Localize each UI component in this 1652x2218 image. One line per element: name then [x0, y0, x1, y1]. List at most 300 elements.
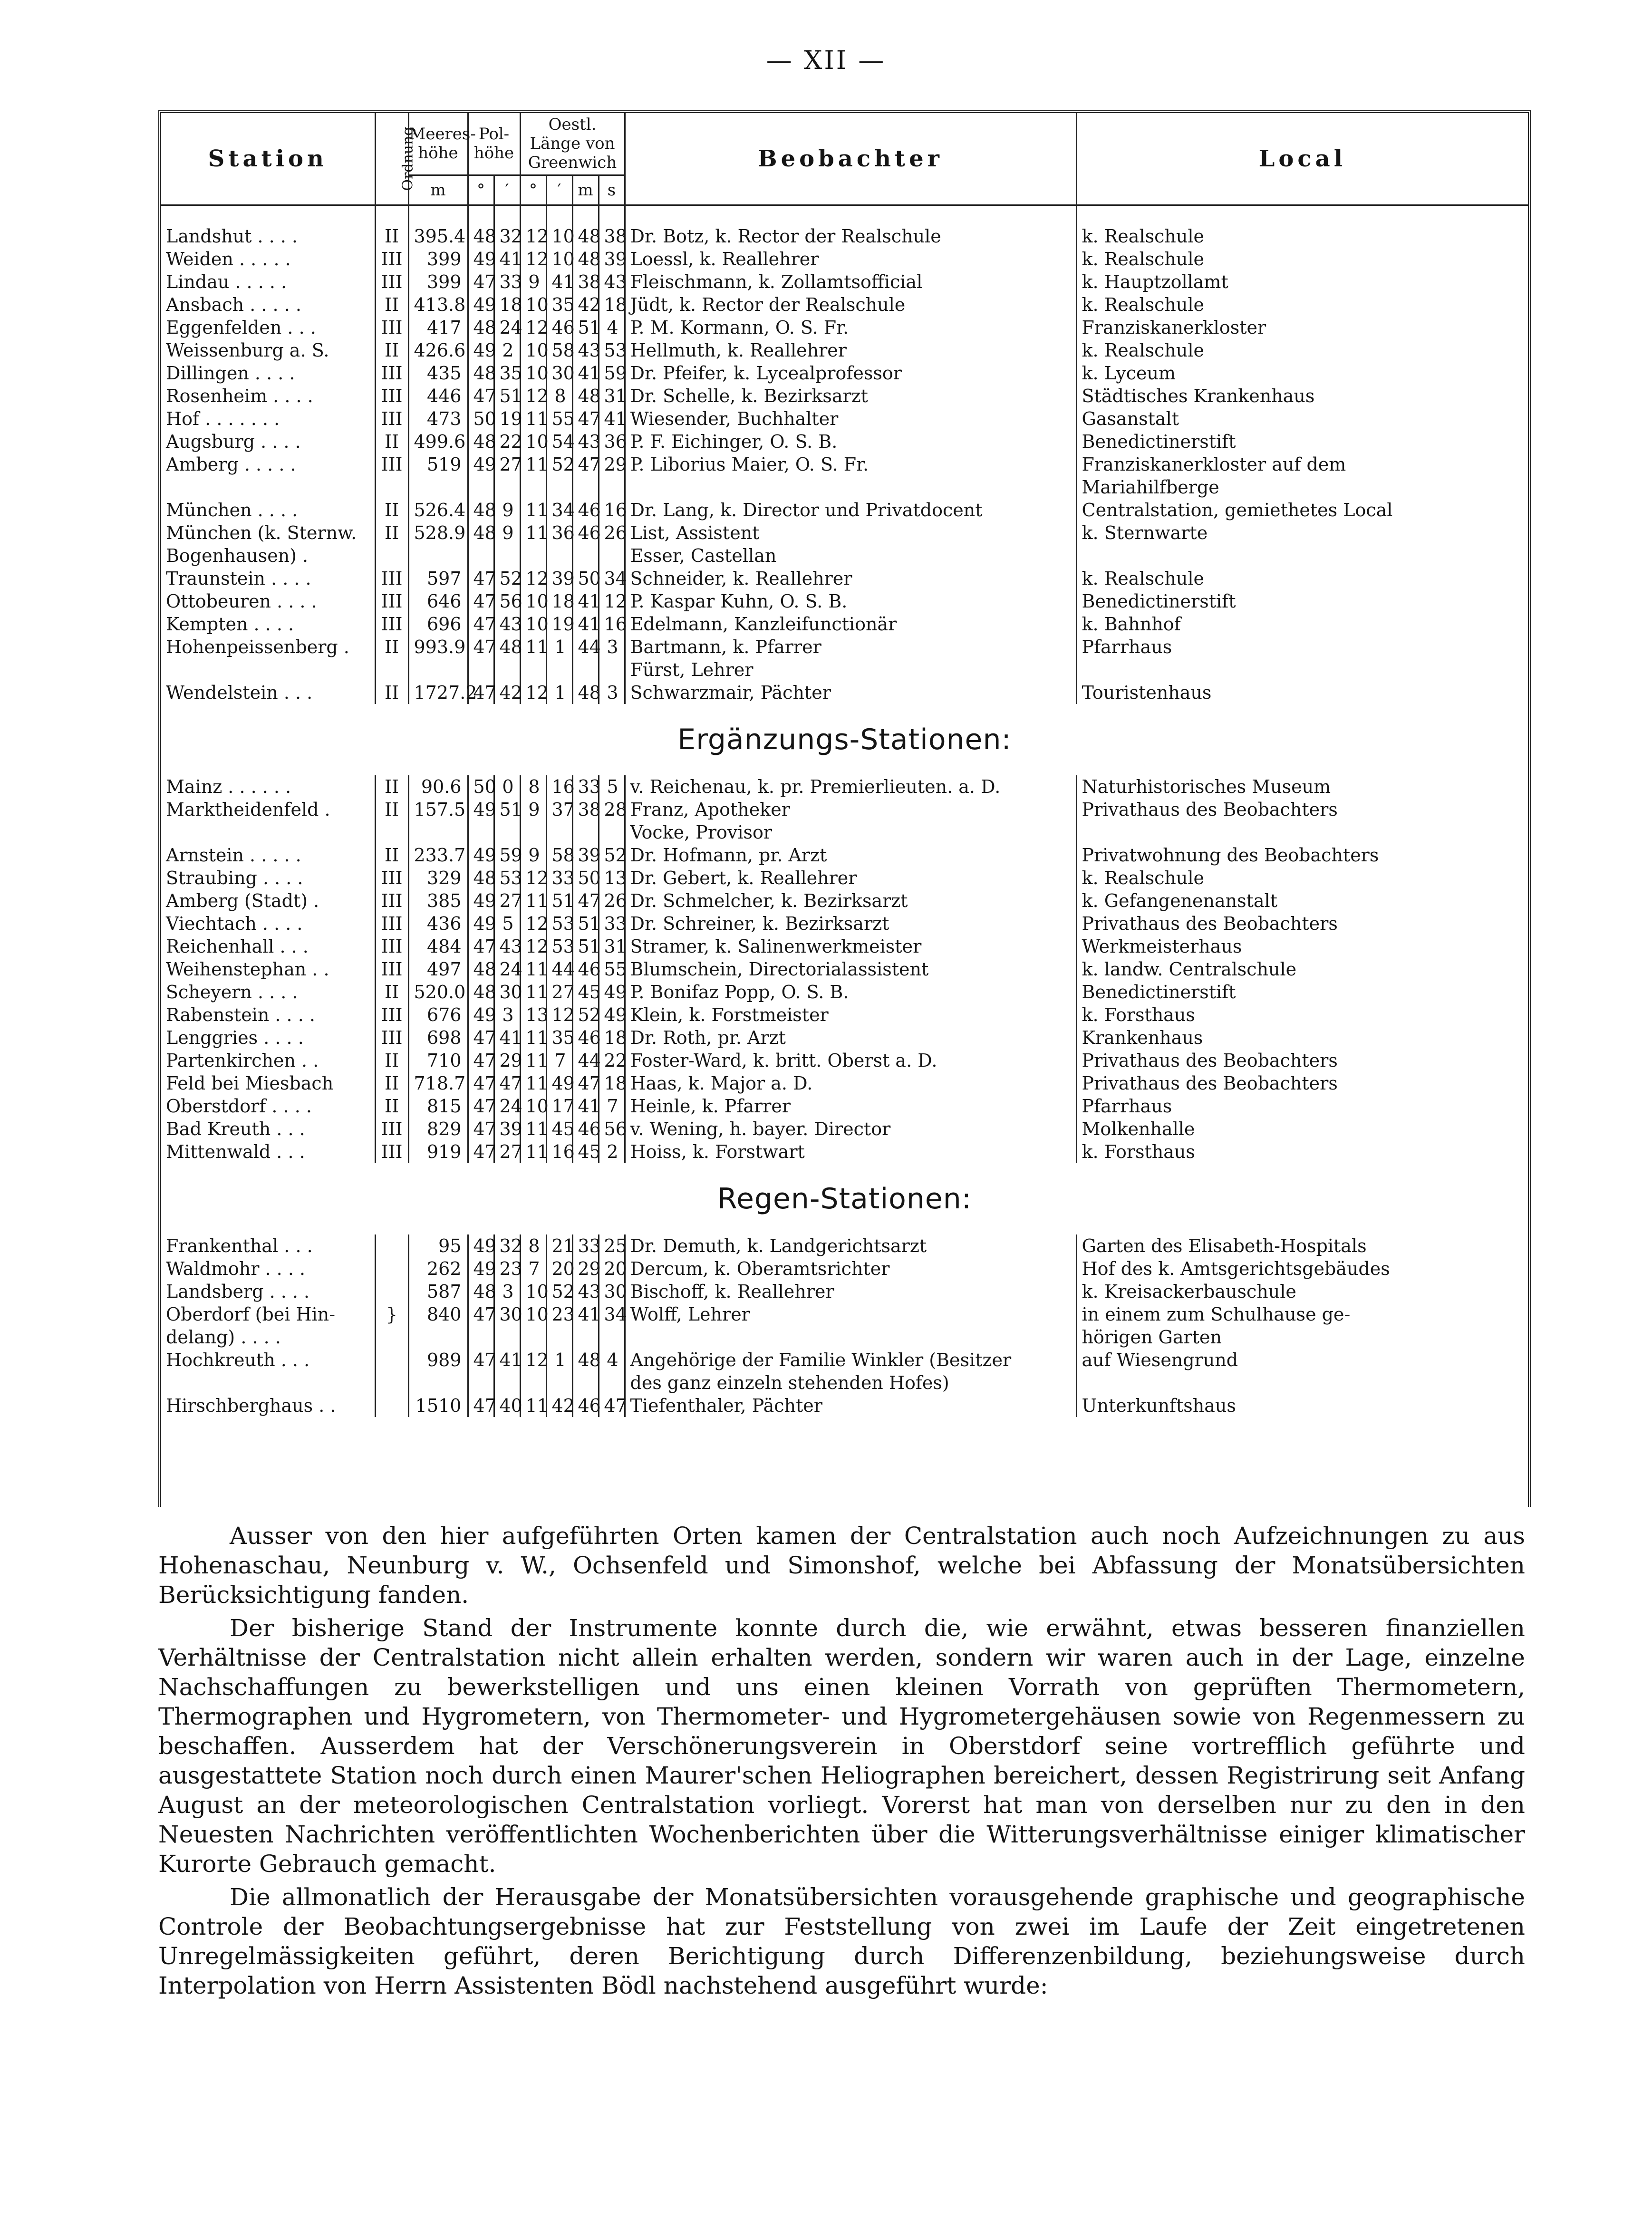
cell-local	[1076, 844, 1528, 867]
cell-line-hoehe: 646	[426, 590, 462, 612]
cell-tm	[572, 1140, 599, 1163]
cell-line-ts: 38	[604, 225, 627, 247]
cell-line-local: Krankenhaus	[1082, 1027, 1203, 1048]
cell-station	[161, 339, 375, 362]
cell-ts	[599, 407, 625, 430]
cell-beob	[625, 1140, 1076, 1163]
cell-line-pd: 49	[473, 913, 496, 934]
cell-line-pm: 52	[499, 568, 522, 589]
cell-beob	[625, 1257, 1076, 1280]
cell-lm	[546, 981, 575, 1003]
cell-local	[1076, 316, 1528, 339]
table-row	[161, 981, 1528, 1003]
cell-beob	[625, 775, 1076, 798]
cell-line-beob: Dr. Hofmann, pr. Arzt	[630, 844, 827, 866]
cell-hoehe	[408, 430, 468, 453]
cell-line-station: Lenggries . . . .	[166, 1027, 304, 1048]
cell-tm	[572, 958, 599, 981]
cell-ld	[520, 775, 546, 798]
cell-hoehe	[408, 1303, 468, 1349]
cell-lm	[546, 1049, 572, 1072]
cell-line-lm: 20	[551, 1258, 575, 1279]
table-row	[161, 1095, 1528, 1118]
cell-lm	[546, 636, 572, 681]
cell-line-pm: 27	[499, 1141, 522, 1162]
cell-pm	[494, 316, 520, 339]
cell-local	[1076, 567, 1528, 590]
cell-beob	[625, 339, 1076, 362]
cell-ord	[375, 636, 408, 681]
cell-line-hoehe: 710	[426, 1050, 462, 1071]
cell-line-hoehe: 597	[426, 568, 462, 589]
cell-line-beob: v. Wening, h. bayer. Director	[630, 1118, 891, 1139]
cell-beob	[625, 798, 1076, 844]
cell-hoehe	[408, 1118, 468, 1140]
cell-line-station: Hohenpeissenberg .	[166, 636, 349, 657]
cell-line-tm: 50	[578, 867, 601, 888]
cell-line-tm: 46	[578, 499, 601, 521]
unit-min2: ′	[546, 175, 572, 205]
cell-hoehe	[408, 567, 468, 590]
cell-ts	[599, 613, 625, 636]
cell-line-hoehe: 676	[426, 1004, 462, 1025]
cell-beob	[625, 1118, 1076, 1140]
cell-beob	[625, 270, 1076, 293]
cell-line-ord: III	[381, 935, 403, 957]
cell-station	[161, 293, 375, 316]
table-row	[161, 798, 1528, 844]
cell-beob	[625, 1303, 1076, 1349]
cell-line-pm: 41	[499, 1027, 522, 1048]
cell-lm	[546, 453, 575, 499]
cell-lm	[546, 1072, 575, 1095]
cell-station	[161, 1349, 375, 1394]
cell-line-pm: 19	[499, 408, 522, 429]
cell-ld	[520, 1303, 549, 1349]
cell-pd	[468, 225, 494, 248]
cell-line-hoehe: 473	[426, 408, 462, 429]
cell-line-hoehe: 399	[426, 248, 462, 270]
cell-line-lm: 53	[551, 913, 575, 934]
cell-line-hoehe: 718.7	[414, 1072, 466, 1094]
cell-line-pm: 35	[499, 362, 522, 384]
cell-line-local: k. Realschule	[1082, 339, 1204, 361]
cell-tm	[572, 1003, 599, 1026]
cell-line-pm: 9	[502, 499, 514, 521]
cell-line-pm: 33	[499, 271, 522, 292]
cell-line-ts: 20	[604, 1258, 627, 1279]
cell-line-beob: P. Bonifaz Popp, O. S. B.	[630, 981, 849, 1003]
cell-line-tm: 50	[578, 568, 601, 589]
cell-station	[161, 499, 375, 521]
cell-line-ld: 10	[525, 590, 549, 612]
cell-line-local: Hof des k. Amtsgerichtsgebäudes	[1082, 1258, 1390, 1279]
cell-tm	[572, 385, 599, 407]
cell-line-pm: 9	[502, 522, 514, 543]
cell-ld	[520, 499, 549, 521]
cell-station	[161, 1049, 375, 1072]
cell-line-pd: 47	[473, 1095, 496, 1117]
cell-beob	[625, 453, 1076, 499]
cell-line-station: Ottobeuren . . . .	[166, 590, 317, 612]
cell-lm	[546, 248, 575, 270]
cell-line-local2: hörigen Garten	[1082, 1326, 1222, 1348]
cell-line-station: Rosenheim . . . .	[166, 385, 313, 406]
cell-line-tm: 46	[578, 1118, 601, 1139]
cell-pm	[494, 1257, 520, 1280]
cell-lm	[546, 798, 575, 844]
cell-tm	[572, 270, 599, 293]
cell-ld	[520, 385, 549, 407]
cell-line-local: Privatwohnung des Beobachters	[1082, 844, 1379, 866]
cell-line-tm: 43	[578, 431, 601, 452]
cell-line-lm: 27	[551, 981, 575, 1003]
cell-line-tm: 43	[578, 1281, 601, 1302]
cell-ord	[375, 453, 408, 499]
cell-line-lm: 36	[551, 522, 575, 543]
cell-line-lm: 41	[551, 271, 575, 292]
cell-line-pd: 47	[473, 271, 496, 292]
cell-station	[161, 270, 375, 293]
cell-line-station: Hof . . . . . . .	[166, 408, 280, 429]
cell-line-ord: II	[384, 431, 399, 452]
cell-ord	[375, 567, 408, 590]
cell-station	[161, 844, 375, 867]
cell-line-beob: P. F. Eichinger, O. S. B.	[630, 431, 838, 452]
cell-line-tm: 41	[578, 613, 601, 635]
cell-ord	[375, 1072, 408, 1095]
cell-line-hoehe: 426.6	[414, 339, 466, 361]
cell-line-lm: 53	[551, 935, 575, 957]
cell-line-hoehe: 829	[426, 1118, 462, 1139]
cell-line-beob: Jüdt, k. Rector der Realschule	[630, 294, 906, 315]
cell-line-tm: 44	[578, 1050, 601, 1071]
cell-line-station: Kempten . . . .	[166, 613, 294, 635]
cell-lm	[546, 270, 575, 293]
cell-hoehe	[408, 912, 468, 935]
cell-line-beob: List, Assistent	[630, 522, 760, 543]
cell-line-ts: 53	[604, 339, 627, 361]
cell-pd	[468, 1303, 494, 1349]
cell-line-hoehe: 698	[426, 1027, 462, 1048]
cell-ord	[375, 499, 408, 521]
cell-line-pd: 47	[473, 935, 496, 957]
cell-ts	[599, 958, 625, 981]
cell-line-pm: 53	[499, 867, 522, 888]
cell-pd	[468, 248, 494, 270]
cell-tm	[572, 453, 599, 499]
cell-line-tm: 47	[578, 1072, 601, 1094]
cell-beob	[625, 1234, 1076, 1257]
cell-beob	[625, 935, 1076, 958]
cell-line-hoehe: 329	[426, 867, 462, 888]
cell-line-tm: 48	[578, 248, 601, 270]
cell-pm	[494, 889, 520, 912]
cell-line-local: Privathaus des Beobachters	[1082, 913, 1338, 934]
cell-line-station: Arnstein . . . . .	[166, 844, 301, 866]
cell-ts	[599, 1349, 625, 1394]
cell-line-local: Benedictinerstift	[1082, 431, 1236, 452]
station-table-frame	[158, 110, 1531, 1507]
cell-pd	[468, 775, 494, 798]
cell-line-pd: 49	[473, 339, 496, 361]
cell-pd	[468, 453, 494, 499]
cell-line-ld: 12	[525, 385, 549, 406]
cell-ld	[520, 1095, 549, 1118]
cell-local	[1076, 636, 1528, 681]
cell-line-ord: II	[384, 1095, 399, 1117]
table-row	[161, 590, 1528, 613]
cell-line-ord: III	[381, 362, 403, 384]
cell-line-pd: 47	[473, 1072, 496, 1094]
cell-pd	[468, 1280, 494, 1303]
cell-local	[1076, 430, 1528, 453]
cell-local	[1076, 798, 1528, 844]
cell-lm	[546, 567, 575, 590]
cell-pm	[494, 1026, 520, 1049]
cell-ts	[599, 935, 625, 958]
cell-lm	[546, 1257, 575, 1280]
cell-pd	[468, 293, 494, 316]
cell-ts	[599, 681, 625, 704]
cell-line-local: Pfarrhaus	[1082, 1095, 1172, 1117]
cell-pd	[468, 339, 494, 362]
cell-local	[1076, 958, 1528, 981]
cell-ord	[375, 293, 408, 316]
cell-line-ord: II	[384, 799, 399, 820]
cell-line-local: k. Realschule	[1082, 867, 1204, 888]
cell-station	[161, 248, 375, 270]
table-row	[161, 844, 1528, 867]
cell-line-ord: III	[381, 385, 403, 406]
cell-line-station: Hirschberghaus . .	[166, 1395, 336, 1416]
cell-ts	[599, 590, 625, 613]
cell-hoehe	[408, 1095, 468, 1118]
cell-line-beob: Edelmann, Kanzleifunctionär	[630, 613, 897, 635]
cell-ord	[375, 1095, 408, 1118]
cell-ts	[599, 1049, 625, 1072]
cell-line-lm: 10	[551, 248, 575, 270]
cell-line-local: k. Lyceum	[1082, 362, 1176, 384]
cell-hoehe	[408, 775, 468, 798]
main-stations-body	[161, 205, 1528, 704]
cell-line-station: Weissenburg a. S.	[166, 339, 329, 361]
cell-pm	[494, 798, 520, 844]
cell-ld	[520, 270, 546, 293]
cell-lm	[546, 1095, 575, 1118]
cell-line-pm: 24	[499, 317, 522, 338]
cell-hoehe	[408, 499, 468, 521]
cell-line-ord: III	[381, 453, 403, 475]
cell-line-ord: II	[384, 1072, 399, 1094]
table-row	[161, 1026, 1528, 1049]
cell-pd	[468, 1095, 494, 1118]
cell-lm	[546, 775, 575, 798]
cell-tm	[572, 225, 599, 248]
cell-line-hoehe: 385	[426, 890, 462, 911]
cell-tm	[572, 521, 599, 567]
cell-ld	[520, 339, 549, 362]
cell-line-ld: 11	[525, 981, 549, 1003]
table-row	[161, 1003, 1528, 1026]
cell-line-tm: 46	[578, 522, 601, 543]
cell-ld	[520, 844, 546, 867]
cell-local	[1076, 867, 1528, 889]
header-polhoehe: Pol-höhe	[468, 113, 520, 175]
cell-local	[1076, 613, 1528, 636]
cell-line-local: Privathaus des Beobachters	[1082, 799, 1338, 820]
cell-line-tm: 43	[578, 339, 601, 361]
cell-pd	[468, 844, 494, 867]
cell-line-hoehe: 395.4	[414, 225, 466, 247]
cell-line-ts: 33	[604, 913, 627, 934]
table-row	[161, 362, 1528, 385]
cell-hoehe	[408, 1140, 468, 1163]
cell-line-pm: 2	[502, 339, 514, 361]
cell-ord	[375, 935, 408, 958]
cell-beob	[625, 613, 1076, 636]
cell-station	[161, 316, 375, 339]
header-meereshoehe: Meeres-höhe	[408, 113, 468, 175]
cell-pd	[468, 1003, 494, 1026]
cell-line-station: München (k. Sternw.	[166, 522, 357, 543]
table-row	[161, 385, 1528, 407]
cell-tm	[572, 1257, 599, 1280]
cell-station	[161, 958, 375, 981]
cell-hoehe	[408, 407, 468, 430]
cell-line-tm: 47	[578, 408, 601, 429]
cell-pd	[468, 798, 494, 844]
cell-beob	[625, 567, 1076, 590]
cell-pm	[494, 1118, 520, 1140]
cell-station	[161, 681, 375, 704]
cell-line-ord: }	[386, 1303, 398, 1325]
erg-section-head	[161, 704, 1528, 775]
cell-line-ld: 10	[525, 362, 549, 384]
cell-line-beob: Foster-Ward, k. britt. Oberst a. D.	[630, 1050, 937, 1071]
cell-line-beob: Klein, k. Forstmeister	[630, 1004, 829, 1025]
cell-tm	[572, 636, 599, 681]
cell-ld	[520, 1003, 549, 1026]
cell-tm	[572, 981, 599, 1003]
cell-beob	[625, 867, 1076, 889]
cell-line-pd: 48	[473, 225, 496, 247]
cell-line-ld: 7	[528, 1258, 540, 1279]
cell-line-hoehe: 435	[426, 362, 462, 384]
cell-tm	[572, 1234, 599, 1257]
cell-ld	[520, 362, 549, 385]
cell-line-ld: 12	[525, 568, 549, 589]
cell-line-local: in einem zum Schulhause ge-	[1082, 1303, 1351, 1325]
cell-line-hoehe: 90.6	[421, 776, 462, 797]
cell-line-hoehe: 446	[426, 385, 462, 406]
cell-ld	[520, 935, 549, 958]
cell-line-hoehe: 262	[426, 1258, 462, 1279]
cell-lm	[546, 316, 575, 339]
cell-line-ld: 10	[525, 1095, 549, 1117]
cell-station	[161, 1003, 375, 1026]
cell-line-lm: 12	[551, 1004, 575, 1025]
cell-hoehe	[408, 362, 468, 385]
cell-hoehe	[408, 270, 468, 293]
cell-ld	[520, 453, 549, 499]
cell-line-ts: 12	[604, 590, 627, 612]
cell-pm	[494, 430, 520, 453]
cell-line-tm: 47	[578, 890, 601, 911]
header-local: Local	[1076, 113, 1528, 205]
cell-hoehe	[408, 636, 468, 681]
cell-ld	[520, 407, 549, 430]
cell-ld	[520, 248, 549, 270]
cell-ts	[599, 225, 625, 248]
cell-line-beob: Dr. Schmelcher, k. Bezirksarzt	[630, 890, 908, 911]
table-row	[161, 1257, 1528, 1280]
paragraph-1: Ausser von den hier aufgeführten Orten kamen der Centralstation auch noch Aufzeichnungen zu aus Hohenaschau, Neunburg v. W., Ochsenfeld und Simonshof, welche bei Abfassung der Monatsübersichten Berücksichtigung fanden.	[158, 1522, 1525, 1609]
cell-line-station: Scheyern . . . .	[166, 981, 298, 1003]
cell-line-hoehe: 919	[426, 1141, 462, 1162]
cell-line-pd: 47	[473, 1395, 496, 1416]
cell-line-beob: Bischoff, k. Reallehrer	[630, 1281, 834, 1302]
cell-line-pm: 24	[499, 1095, 522, 1117]
cell-line-lm: 35	[551, 294, 575, 315]
cell-pm	[494, 681, 520, 704]
cell-line-station: Lindau . . . . .	[166, 271, 287, 292]
cell-local	[1076, 1394, 1528, 1417]
cell-line-tm: 39	[578, 844, 601, 866]
cell-line-local: Centralstation, gemiethetes Local	[1082, 499, 1393, 521]
cell-line-ts: 49	[604, 981, 627, 1003]
table-row	[161, 1118, 1528, 1140]
cell-pm	[494, 1072, 520, 1095]
cell-line-hoehe: 157.5	[414, 799, 466, 820]
cell-ld	[520, 681, 549, 704]
cell-lm	[546, 225, 575, 248]
cell-tm	[572, 1072, 599, 1095]
cell-line-hoehe: 520.0	[414, 981, 466, 1003]
cell-beob	[625, 499, 1076, 521]
cell-line-local: k. Kreisackerbauschule	[1082, 1281, 1296, 1302]
cell-ord	[375, 681, 408, 704]
cell-tm	[572, 889, 599, 912]
cell-pm	[494, 867, 520, 889]
cell-tm	[572, 248, 599, 270]
cell-station	[161, 567, 375, 590]
cell-ord	[375, 1303, 408, 1349]
cell-line-ts: 18	[604, 1072, 627, 1094]
cell-line-pm: 51	[499, 799, 522, 820]
table-row	[161, 1234, 1528, 1257]
cell-lm	[546, 293, 575, 316]
cell-local	[1076, 248, 1528, 270]
cell-line-beob: Dr. Gebert, k. Reallehrer	[630, 867, 857, 888]
cell-ts	[599, 775, 625, 798]
cell-station	[161, 1118, 375, 1140]
cell-line-tm: 41	[578, 590, 601, 612]
body-text	[158, 1521, 1525, 2004]
cell-station	[161, 981, 375, 1003]
cell-tm	[572, 362, 599, 385]
cell-line-tm: 48	[578, 682, 601, 703]
cell-tm	[572, 316, 599, 339]
table-row	[161, 430, 1528, 453]
cell-beob	[625, 844, 1076, 867]
cell-line-tm: 45	[578, 981, 601, 1003]
cell-line-pm: 3	[502, 1281, 514, 1302]
cell-line-ld: 12	[525, 1349, 549, 1370]
cell-pd	[468, 1072, 494, 1095]
cell-hoehe	[408, 339, 468, 362]
cell-pm	[494, 225, 520, 248]
